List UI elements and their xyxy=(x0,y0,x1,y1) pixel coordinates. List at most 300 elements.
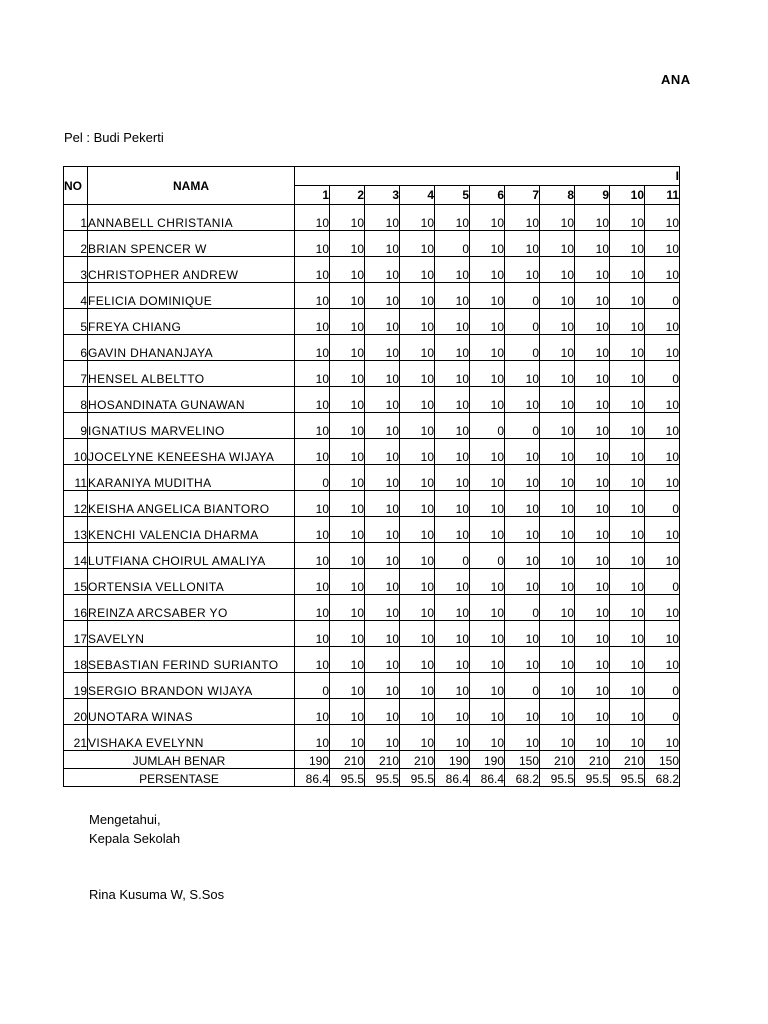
header-no: NO xyxy=(64,167,88,205)
score-cell: 10 xyxy=(610,439,645,465)
score-cell: 10 xyxy=(400,465,435,491)
question-number-header: 10 xyxy=(610,186,645,205)
score-cell: 10 xyxy=(505,205,540,231)
score-cell: 10 xyxy=(435,647,470,673)
score-cell: 10 xyxy=(400,413,435,439)
question-number-header: 2 xyxy=(330,186,365,205)
score-cell: 10 xyxy=(610,699,645,725)
student-row xyxy=(64,465,680,491)
question-number-header: 7 xyxy=(505,186,540,205)
score-cell: 0 xyxy=(435,543,470,569)
score-cell: 10 xyxy=(470,569,505,595)
score-cell: 10 xyxy=(575,335,610,361)
score-cell: 10 xyxy=(470,673,505,699)
score-cell: 10 xyxy=(400,231,435,257)
score-cell: 10 xyxy=(470,595,505,621)
score-cell: 0 xyxy=(505,673,540,699)
score-cell: 10 xyxy=(575,465,610,491)
score-cell: 10 xyxy=(435,413,470,439)
score-cell: 10 xyxy=(610,257,645,283)
score-cell: 10 xyxy=(365,231,400,257)
score-cell: 10 xyxy=(505,387,540,413)
score-cell: 10 xyxy=(540,309,575,335)
score-cell: 10 xyxy=(330,491,365,517)
student-name: HENSEL ALBELTTO xyxy=(88,361,295,387)
score-cell: 10 xyxy=(645,543,680,569)
score-cell: 0 xyxy=(505,283,540,309)
student-name: KEISHA ANGELICA BIANTORO xyxy=(88,491,295,517)
score-cell: 10 xyxy=(295,699,330,725)
score-cell: 10 xyxy=(610,647,645,673)
score-cell: 10 xyxy=(435,361,470,387)
student-name: FREYA CHIANG xyxy=(88,309,295,335)
summary-value: 86.4 xyxy=(435,769,470,787)
score-cell: 10 xyxy=(295,725,330,751)
summary-value: 210 xyxy=(610,751,645,769)
score-cell: 10 xyxy=(610,725,645,751)
score-cell: 10 xyxy=(540,283,575,309)
student-name: FELICIA DOMINIQUE xyxy=(88,283,295,309)
student-row xyxy=(64,309,680,335)
score-cell: 10 xyxy=(540,231,575,257)
score-cell: 10 xyxy=(295,439,330,465)
score-cell: 10 xyxy=(575,595,610,621)
student-row xyxy=(64,257,680,283)
summary-value: 190 xyxy=(295,751,330,769)
score-cell: 10 xyxy=(645,309,680,335)
score-cell: 10 xyxy=(470,257,505,283)
score-cell: 10 xyxy=(365,309,400,335)
score-cell: 10 xyxy=(400,699,435,725)
score-cell: 0 xyxy=(645,361,680,387)
score-cell: 10 xyxy=(575,257,610,283)
score-cell: 10 xyxy=(540,361,575,387)
score-cell: 10 xyxy=(540,413,575,439)
question-number-header: 3 xyxy=(365,186,400,205)
summary-row xyxy=(64,769,680,787)
summary-value: 95.5 xyxy=(610,769,645,787)
score-cell: 10 xyxy=(365,569,400,595)
student-name: SEBASTIAN FERIND SURIANTO xyxy=(88,647,295,673)
score-cell: 10 xyxy=(645,465,680,491)
summary-value: 210 xyxy=(400,751,435,769)
summary-value: 68.2 xyxy=(645,769,680,787)
student-name: ANNABELL CHRISTANIA xyxy=(88,205,295,231)
score-cell: 10 xyxy=(645,595,680,621)
score-cell: 10 xyxy=(505,699,540,725)
score-cell: 10 xyxy=(330,387,365,413)
student-name: UNOTARA WINAS xyxy=(88,699,295,725)
score-cell: 10 xyxy=(505,361,540,387)
score-cell: 10 xyxy=(365,595,400,621)
score-cell: 10 xyxy=(365,517,400,543)
student-name: CHRISTOPHER ANDREW xyxy=(88,257,295,283)
score-cell: 10 xyxy=(470,387,505,413)
score-cell: 10 xyxy=(540,465,575,491)
summary-value: 95.5 xyxy=(400,769,435,787)
score-cell: 10 xyxy=(610,283,645,309)
summary-row xyxy=(64,751,680,769)
score-cell: 10 xyxy=(540,595,575,621)
row-number: 18 xyxy=(64,647,88,673)
score-cell: 10 xyxy=(505,491,540,517)
score-cell: 10 xyxy=(505,647,540,673)
row-number: 20 xyxy=(64,699,88,725)
summary-value: 210 xyxy=(365,751,400,769)
score-cell: 10 xyxy=(295,361,330,387)
score-cell: 10 xyxy=(470,465,505,491)
score-cell: 10 xyxy=(540,387,575,413)
score-cell: 0 xyxy=(505,335,540,361)
score-cell: 10 xyxy=(400,569,435,595)
score-cell: 10 xyxy=(295,231,330,257)
summary-value: 150 xyxy=(505,751,540,769)
header-name: NAMA xyxy=(88,167,295,205)
score-cell: 0 xyxy=(470,413,505,439)
score-cell: 10 xyxy=(470,725,505,751)
score-cell: 10 xyxy=(330,257,365,283)
score-cell: 10 xyxy=(330,725,365,751)
score-cell: 10 xyxy=(365,205,400,231)
score-cell: 10 xyxy=(540,257,575,283)
student-name: VISHAKA EVELYNN xyxy=(88,725,295,751)
row-number: 17 xyxy=(64,621,88,647)
score-cell: 10 xyxy=(610,595,645,621)
summary-value: 210 xyxy=(540,751,575,769)
student-name: HOSANDINATA GUNAWAN xyxy=(88,387,295,413)
row-number: 13 xyxy=(64,517,88,543)
footer-signatory: Rina Kusuma W, S.Sos xyxy=(89,887,225,902)
row-number: 21 xyxy=(64,725,88,751)
score-cell: 10 xyxy=(435,569,470,595)
score-cell: 10 xyxy=(575,439,610,465)
score-cell: 10 xyxy=(610,387,645,413)
student-row xyxy=(64,699,680,725)
score-cell: 10 xyxy=(610,569,645,595)
score-cell: 10 xyxy=(400,335,435,361)
score-cell: 10 xyxy=(435,699,470,725)
score-cell: 10 xyxy=(505,569,540,595)
score-cell: 10 xyxy=(470,621,505,647)
score-cell: 10 xyxy=(645,335,680,361)
score-cell: 10 xyxy=(645,205,680,231)
student-row xyxy=(64,231,680,257)
score-cell: 10 xyxy=(330,673,365,699)
summary-value: 95.5 xyxy=(540,769,575,787)
student-row xyxy=(64,569,680,595)
score-cell: 0 xyxy=(470,543,505,569)
summary-value: 86.4 xyxy=(470,769,505,787)
score-cell: 0 xyxy=(645,569,680,595)
score-cell: 10 xyxy=(365,465,400,491)
score-cell: 10 xyxy=(505,465,540,491)
row-number: 19 xyxy=(64,673,88,699)
score-cell: 10 xyxy=(365,621,400,647)
score-cell: 10 xyxy=(295,205,330,231)
footer-position: Kepala Sekolah xyxy=(89,831,181,846)
score-cell: 10 xyxy=(505,543,540,569)
score-cell: 10 xyxy=(610,231,645,257)
score-cell: 10 xyxy=(470,491,505,517)
score-cell: 10 xyxy=(575,517,610,543)
score-cell: 10 xyxy=(295,621,330,647)
score-cell: 10 xyxy=(295,517,330,543)
summary-value: 210 xyxy=(330,751,365,769)
student-name: KENCHI VALENCIA DHARMA xyxy=(88,517,295,543)
row-number: 3 xyxy=(64,257,88,283)
score-cell: 10 xyxy=(295,595,330,621)
score-cell: 10 xyxy=(610,413,645,439)
student-name: IGNATIUS MARVELINO xyxy=(88,413,295,439)
score-cell: 10 xyxy=(365,673,400,699)
student-row xyxy=(64,439,680,465)
score-cell: 10 xyxy=(400,309,435,335)
score-cell: 10 xyxy=(505,439,540,465)
score-cell: 10 xyxy=(330,517,365,543)
score-cell: 10 xyxy=(365,283,400,309)
score-cell: 10 xyxy=(575,231,610,257)
score-cell: 10 xyxy=(365,491,400,517)
score-cell: 10 xyxy=(400,621,435,647)
score-cell: 10 xyxy=(540,517,575,543)
score-cell: 10 xyxy=(610,621,645,647)
score-cell: 10 xyxy=(330,621,365,647)
summary-value: 68.2 xyxy=(505,769,540,787)
score-cell: 10 xyxy=(610,465,645,491)
student-row xyxy=(64,205,680,231)
student-row xyxy=(64,491,680,517)
score-cell: 0 xyxy=(505,413,540,439)
question-number-header: 1 xyxy=(295,186,330,205)
student-name: JOCELYNE KENEESHA WIJAYA xyxy=(88,439,295,465)
score-cell: 10 xyxy=(575,647,610,673)
score-cell: 10 xyxy=(365,257,400,283)
score-cell: 10 xyxy=(645,231,680,257)
score-cell: 10 xyxy=(330,569,365,595)
score-cell: 10 xyxy=(365,699,400,725)
row-number: 11 xyxy=(64,465,88,491)
score-cell: 10 xyxy=(575,413,610,439)
score-cell: 0 xyxy=(645,673,680,699)
student-row xyxy=(64,673,680,699)
subject-label: Pel : Budi Pekerti xyxy=(64,130,164,145)
row-number: 10 xyxy=(64,439,88,465)
student-row xyxy=(64,517,680,543)
score-cell: 10 xyxy=(365,387,400,413)
footer-acknowledged: Mengetahui, xyxy=(89,812,161,827)
score-cell: 0 xyxy=(435,231,470,257)
score-cell: 10 xyxy=(400,673,435,699)
score-cell: 10 xyxy=(470,699,505,725)
score-cell: 10 xyxy=(330,595,365,621)
score-cell: 10 xyxy=(540,543,575,569)
score-cell: 10 xyxy=(295,387,330,413)
score-cell: 10 xyxy=(330,647,365,673)
score-cell: 10 xyxy=(435,725,470,751)
score-cell: 0 xyxy=(645,283,680,309)
score-cell: 10 xyxy=(645,387,680,413)
score-cell: 10 xyxy=(435,517,470,543)
score-cell: 10 xyxy=(330,231,365,257)
summary-label: PERSENTASE xyxy=(64,769,295,787)
score-cell: 10 xyxy=(365,335,400,361)
question-number-header: 6 xyxy=(470,186,505,205)
score-cell: 10 xyxy=(330,283,365,309)
score-cell: 10 xyxy=(365,439,400,465)
student-name: LUTFIANA CHOIRUL AMALIYA xyxy=(88,543,295,569)
score-cell: 10 xyxy=(400,205,435,231)
question-number-header: 8 xyxy=(540,186,575,205)
student-row xyxy=(64,621,680,647)
summary-value: 95.5 xyxy=(330,769,365,787)
score-cell: 10 xyxy=(435,335,470,361)
score-cell: 10 xyxy=(435,439,470,465)
summary-value: 210 xyxy=(575,751,610,769)
row-number: 4 xyxy=(64,283,88,309)
score-cell: 10 xyxy=(400,257,435,283)
score-cell: 10 xyxy=(330,699,365,725)
summary-value: 190 xyxy=(435,751,470,769)
score-cell: 10 xyxy=(540,439,575,465)
score-cell: 10 xyxy=(400,387,435,413)
score-cell: 10 xyxy=(330,361,365,387)
score-cell: 10 xyxy=(540,335,575,361)
score-cell: 10 xyxy=(505,621,540,647)
student-row xyxy=(64,725,680,751)
score-cell: 10 xyxy=(365,725,400,751)
score-cell: 10 xyxy=(575,387,610,413)
score-cell: 10 xyxy=(400,439,435,465)
score-cell: 10 xyxy=(330,543,365,569)
student-name: SERGIO BRANDON WIJAYA xyxy=(88,673,295,699)
score-cell: 10 xyxy=(645,257,680,283)
student-name: REINZA ARCSABER YO xyxy=(88,595,295,621)
row-number: 6 xyxy=(64,335,88,361)
score-cell: 10 xyxy=(470,335,505,361)
score-cell: 10 xyxy=(575,309,610,335)
score-cell: 10 xyxy=(365,361,400,387)
score-cell: 10 xyxy=(505,257,540,283)
score-cell: 10 xyxy=(365,647,400,673)
score-cell: 10 xyxy=(295,647,330,673)
score-sheet xyxy=(63,166,689,787)
score-cell: 10 xyxy=(470,647,505,673)
score-cell: 10 xyxy=(400,595,435,621)
score-cell: 0 xyxy=(645,491,680,517)
score-cell: 10 xyxy=(610,673,645,699)
score-cell: 10 xyxy=(400,647,435,673)
summary-value: 150 xyxy=(645,751,680,769)
header-question-group: I xyxy=(295,167,680,186)
student-name: BRIAN SPENCER W xyxy=(88,231,295,257)
score-cell: 10 xyxy=(295,413,330,439)
score-cell: 10 xyxy=(295,309,330,335)
score-cell: 10 xyxy=(540,569,575,595)
question-number-header: 11 xyxy=(645,186,680,205)
score-cell: 10 xyxy=(295,569,330,595)
score-cell: 10 xyxy=(575,725,610,751)
score-cell: 10 xyxy=(295,543,330,569)
score-cell: 10 xyxy=(330,309,365,335)
summary-value: 95.5 xyxy=(365,769,400,787)
score-cell: 10 xyxy=(435,309,470,335)
row-number: 2 xyxy=(64,231,88,257)
score-cell: 10 xyxy=(330,205,365,231)
score-cell: 10 xyxy=(400,543,435,569)
question-number-header: 9 xyxy=(575,186,610,205)
summary-value: 95.5 xyxy=(575,769,610,787)
row-number: 9 xyxy=(64,413,88,439)
row-number: 5 xyxy=(64,309,88,335)
student-row xyxy=(64,413,680,439)
student-row xyxy=(64,283,680,309)
score-cell: 10 xyxy=(610,335,645,361)
score-cell: 10 xyxy=(505,517,540,543)
score-cell: 10 xyxy=(540,673,575,699)
score-cell: 10 xyxy=(295,335,330,361)
score-cell: 10 xyxy=(575,699,610,725)
score-cell: 10 xyxy=(330,465,365,491)
score-cell: 10 xyxy=(575,283,610,309)
score-cell: 10 xyxy=(295,491,330,517)
score-cell: 10 xyxy=(400,491,435,517)
score-cell: 10 xyxy=(540,725,575,751)
score-cell: 10 xyxy=(645,517,680,543)
row-number: 14 xyxy=(64,543,88,569)
score-cell: 10 xyxy=(610,309,645,335)
score-cell: 10 xyxy=(575,569,610,595)
score-cell: 10 xyxy=(330,439,365,465)
score-cell: 10 xyxy=(435,257,470,283)
student-row xyxy=(64,387,680,413)
student-row xyxy=(64,595,680,621)
score-cell: 10 xyxy=(435,283,470,309)
score-cell: 10 xyxy=(470,361,505,387)
score-cell: 10 xyxy=(295,283,330,309)
score-cell: 10 xyxy=(470,517,505,543)
score-cell: 10 xyxy=(575,621,610,647)
student-row xyxy=(64,543,680,569)
score-cell: 10 xyxy=(540,205,575,231)
score-cell: 10 xyxy=(470,283,505,309)
score-cell: 10 xyxy=(365,413,400,439)
score-cell: 10 xyxy=(575,491,610,517)
score-cell: 10 xyxy=(400,283,435,309)
score-cell: 10 xyxy=(435,205,470,231)
question-number-header: 4 xyxy=(400,186,435,205)
student-row xyxy=(64,335,680,361)
score-cell: 10 xyxy=(435,673,470,699)
score-cell: 10 xyxy=(435,387,470,413)
score-cell: 10 xyxy=(435,465,470,491)
student-name: SAVELYN xyxy=(88,621,295,647)
score-cell: 10 xyxy=(400,517,435,543)
score-cell: 10 xyxy=(610,361,645,387)
summary-value: 190 xyxy=(470,751,505,769)
score-cell: 0 xyxy=(295,465,330,491)
score-cell: 10 xyxy=(400,361,435,387)
score-cell: 10 xyxy=(645,621,680,647)
score-cell: 10 xyxy=(330,413,365,439)
score-cell: 10 xyxy=(295,257,330,283)
score-cell: 0 xyxy=(295,673,330,699)
score-cell: 0 xyxy=(505,595,540,621)
score-cell: 0 xyxy=(505,309,540,335)
score-cell: 10 xyxy=(435,595,470,621)
row-number: 7 xyxy=(64,361,88,387)
score-cell: 10 xyxy=(575,205,610,231)
student-name: ORTENSIA VELLONITA xyxy=(88,569,295,595)
